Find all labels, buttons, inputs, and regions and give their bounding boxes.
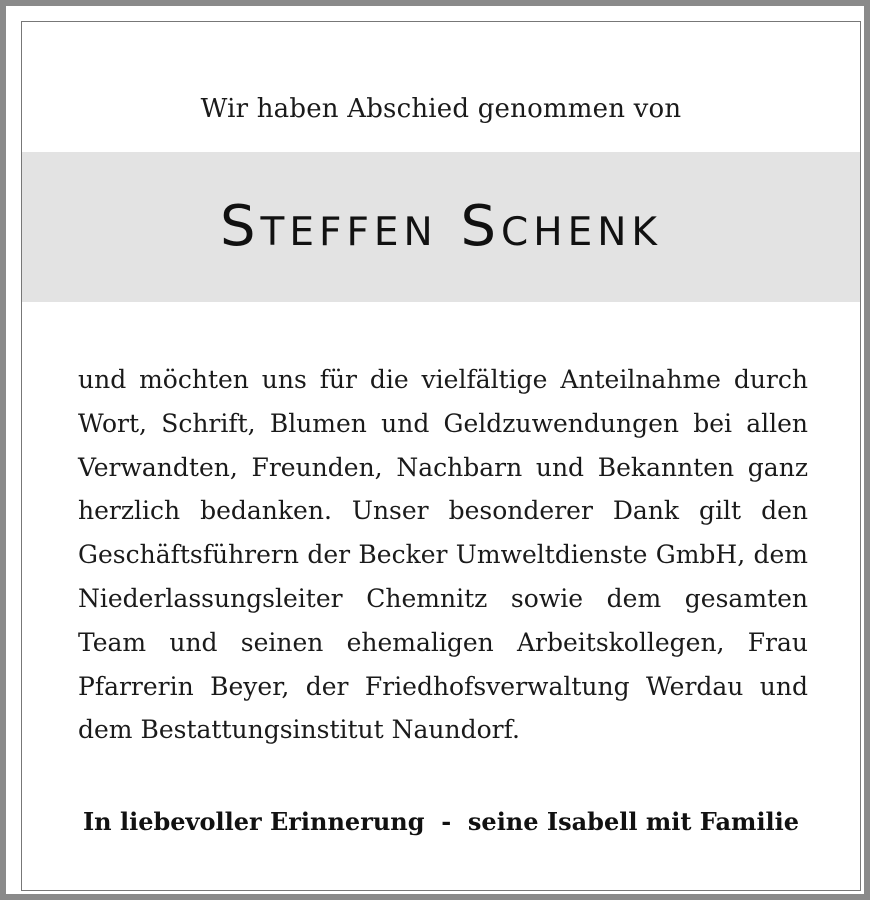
thank-you-text: und möchten uns für die vielfältige Anteilnahme durch Wort, Schrift, Blumen und Geldzuwendungen bei allen Verwandten, Freunden, Nachbarn und Bekannten ganz herzlich bedanken. Unser besonderer Dank gilt den Geschäftsführern der Becker Umweltdienste GmbH, dem Niederlassungsleiter Chemnitz sowie dem gesamten Team und seinen ehemaligen Arbeitskollegen, Frau Pfarrerin Beyer, der Friedhofsverwaltung Werdau und dem Bestattungsinstitut Naundorf. xyxy=(78,365,808,745)
closing-signature: In liebevoller Erinnerung - seine Isabell mit Familie xyxy=(82,807,800,836)
deceased-name: Steffen Schenk xyxy=(220,194,662,259)
intro-line: Wir haben Abschied genommen von xyxy=(200,94,682,124)
notice-card xyxy=(21,21,861,891)
name-band xyxy=(22,152,860,302)
